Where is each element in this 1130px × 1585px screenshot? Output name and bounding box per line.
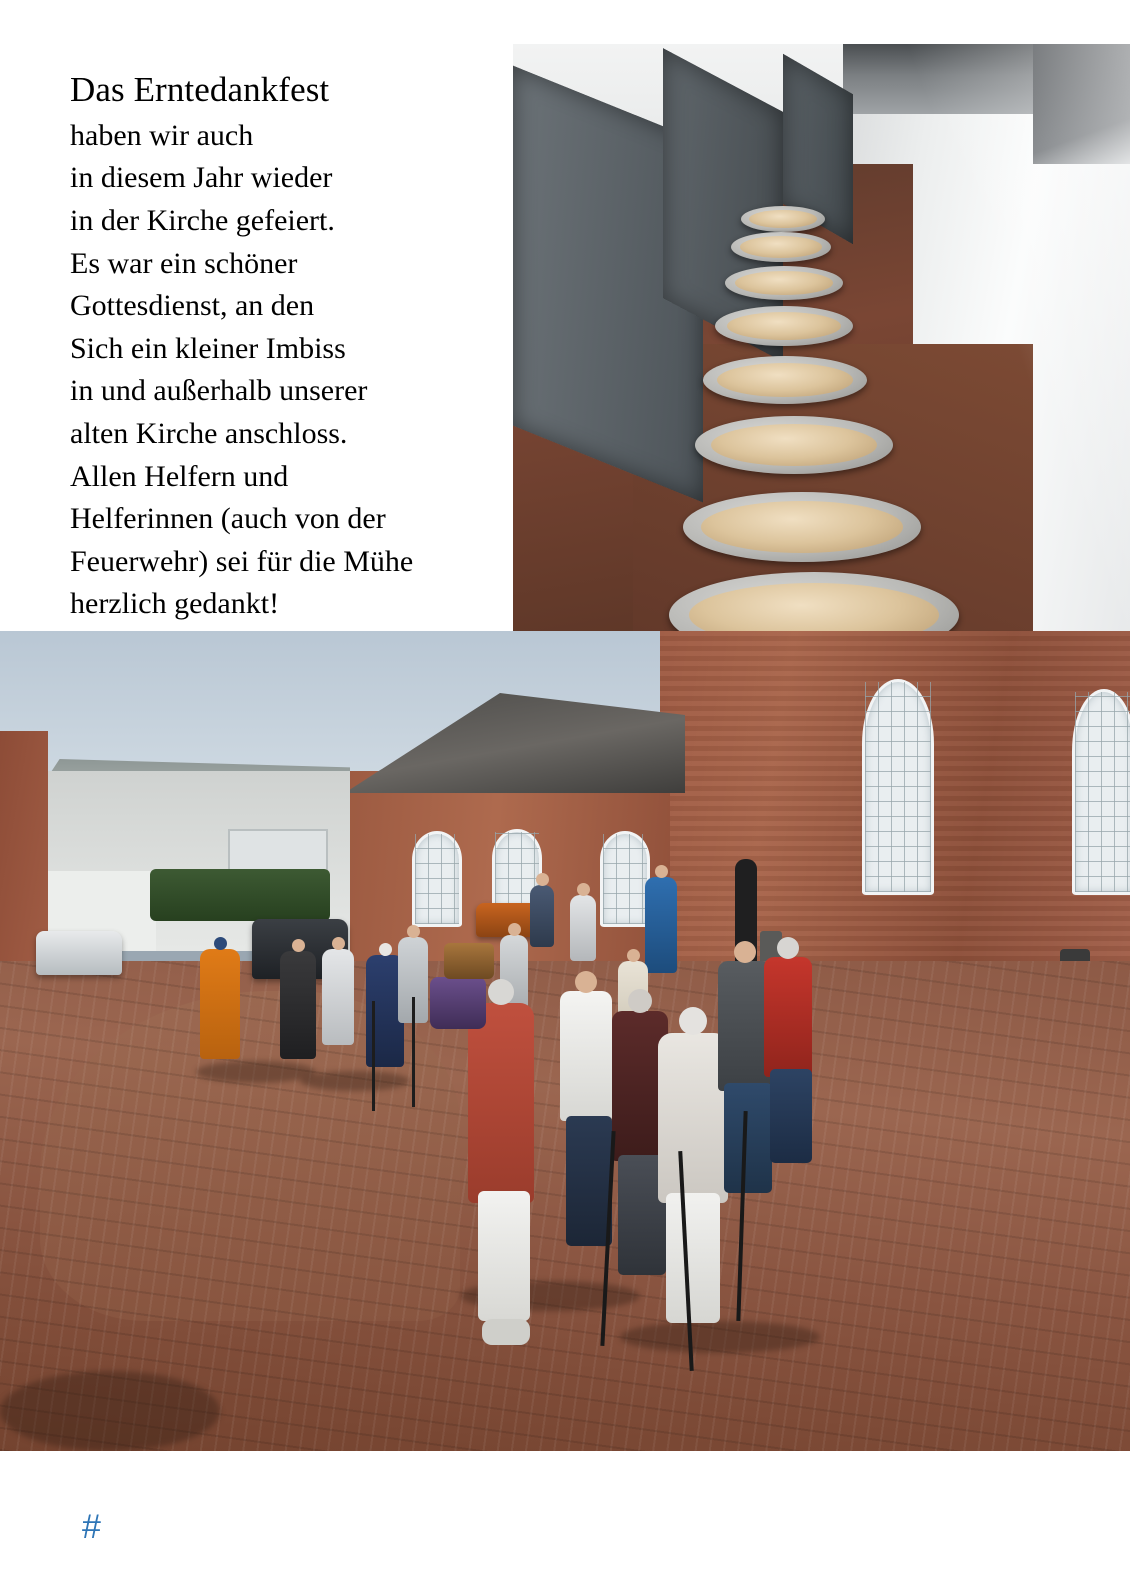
article-line-9: Allen Helfern und	[70, 459, 289, 493]
article-text-block	[70, 68, 500, 626]
bread-plate	[725, 266, 843, 300]
article-line-2: in diesem Jahr wieder	[70, 161, 333, 195]
article-line-7: in und außerhalb unserer	[70, 374, 368, 408]
churchyard-gathering-photo	[0, 631, 1130, 1451]
person-light-coat	[322, 949, 354, 1045]
article-line-6: Sich ein kleiner Imbiss	[70, 331, 346, 365]
person-dark-coat	[280, 951, 316, 1059]
person-red-jacket-shoes	[482, 1319, 530, 1345]
walking-stick	[372, 1001, 375, 1111]
person-white-top	[560, 991, 612, 1121]
person-near-chapel	[570, 895, 596, 961]
bread-plates-photo	[513, 44, 1130, 631]
person-red-coat-back	[764, 957, 812, 1077]
bicycle-basket	[444, 943, 494, 979]
article-line-5: Gottesdienst, an den	[70, 289, 315, 323]
church-window	[862, 679, 934, 895]
person-red-jacket-foreground	[468, 1003, 534, 1203]
article-line-1: haben wir auch	[70, 118, 254, 152]
article-line-10: Helferinnen (auch von der	[70, 502, 386, 536]
hedge	[150, 869, 330, 921]
stroller	[430, 977, 486, 1029]
article-line-8: alten Kirche anschloss.	[70, 416, 348, 450]
parked-car-white	[36, 931, 122, 975]
person-red-coat-trousers	[770, 1069, 812, 1163]
person-blue-shirt	[645, 877, 677, 973]
church-window	[1072, 689, 1130, 895]
bread-plate	[695, 416, 893, 474]
page-title: Das Erntedankfest	[70, 70, 330, 109]
article-line-11: Feuerwehr) sei für die Mühe	[70, 544, 414, 578]
dark-panel-corner	[1033, 44, 1130, 164]
walking-stick	[412, 997, 415, 1107]
person-near-chapel	[530, 885, 554, 947]
person-grey-shirt-jeans	[724, 1083, 772, 1193]
bread-plate	[715, 306, 853, 346]
chapel-window	[412, 831, 462, 927]
footer-marker: #	[82, 1508, 101, 1546]
person-white-top-trousers	[566, 1116, 612, 1246]
person-elderly-trousers	[666, 1193, 720, 1323]
person-orange-jacket	[200, 949, 240, 1059]
bread-plate	[683, 492, 921, 562]
bread-plate	[703, 356, 867, 404]
article-line-12: herzlich gedankt!	[70, 587, 280, 621]
person-red-jacket-trousers	[478, 1191, 530, 1321]
article-line-4: Es war ein schöner	[70, 246, 298, 280]
chapel-window	[600, 831, 650, 927]
bread-plate	[741, 206, 825, 232]
bread-plate	[731, 232, 831, 262]
article-line-3: in der Kirche gefeiert.	[70, 203, 335, 237]
